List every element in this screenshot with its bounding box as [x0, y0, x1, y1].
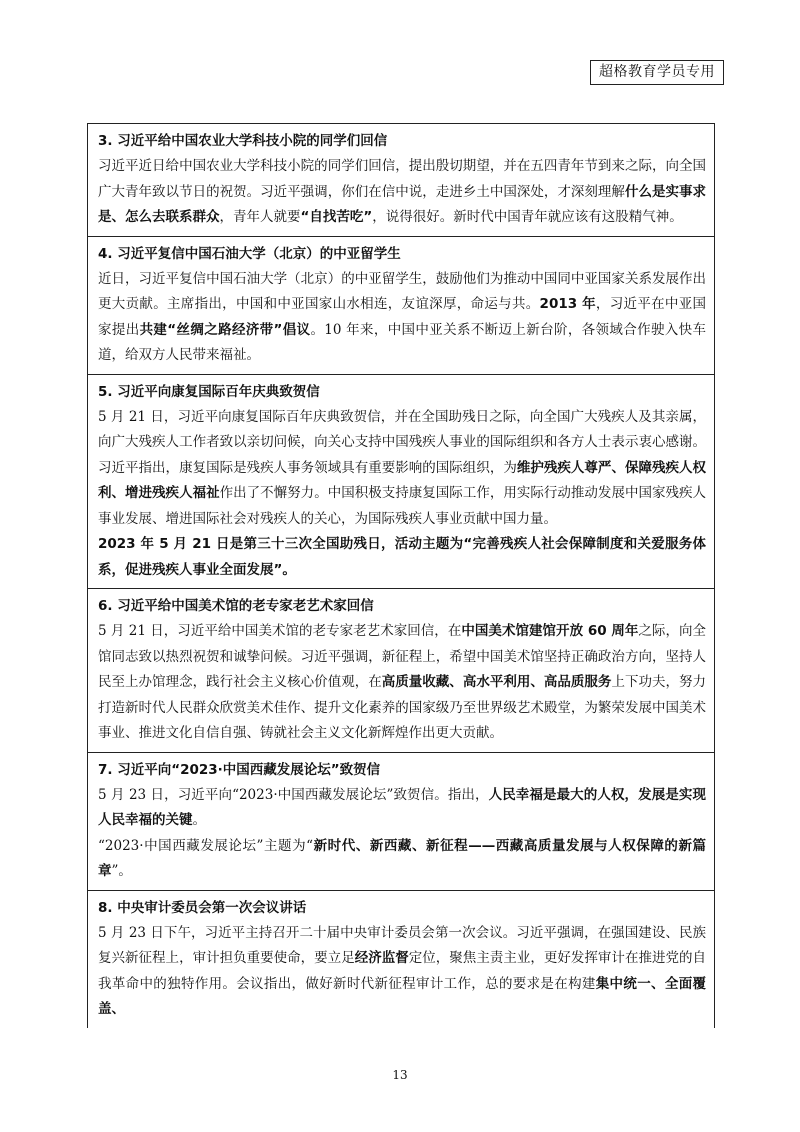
body-text: ，说得很好。新时代中国青年就应该有这股精气神。 [372, 209, 683, 225]
section-paragraph [98, 921, 706, 1023]
bold-text: 经济监督 [354, 950, 409, 966]
bold-text: 新时代、新西藏、新征程——西藏高质量发展与人权保障的新篇章 [98, 837, 707, 879]
body-text: 5 月 21 日，习近平给中国美术馆的老专家老艺术家回信，在 [98, 623, 462, 639]
body-text: “2023·中国西藏发展论坛”主题为“ [98, 837, 314, 854]
bold-text: 集中统一、全面覆盖、 [98, 975, 707, 1017]
body-text: 。 [192, 812, 206, 828]
bold-text: 维护残疾人尊严、保障残疾人权利、增进残疾人福祉 [98, 459, 707, 501]
body-text: 5 月 21 日，习近平向康复国际百年庆典致贺信，并在全国助残日之际，向全国广大残疾人及其亲属，向广大残疾人工作者致以亲切问候，向关心支持中国残疾人事业的国际组织和各方人士表示衷心感谢。习近平指出，康复国际是残疾人事务领域具有重要影响的国际组织，为 [98, 408, 706, 476]
section-title: 4. 习近平复信中国石油大学（北京）的中亚留学生 [98, 245, 401, 262]
news-section [88, 124, 714, 237]
member-stamp: 超格教育学员专用 [590, 60, 724, 85]
bold-text: 共建“丝绸之路经济带”倡议 [139, 321, 311, 338]
section-paragraph [98, 154, 706, 231]
section-paragraph [98, 267, 706, 369]
body-text: 。10 年来，中国中亚关系不断迈上新台阶，各领域合作驶入快车道，给双方人民带来福祉。 [98, 321, 707, 363]
section-title: 3. 习近平给中国农业大学科技小院的同学们回信 [98, 133, 388, 149]
bold-text: 中国美术馆建馆开放 60 周年 [461, 623, 639, 639]
bold-text: 人民幸福是最大的人权，发展是实现人民幸福的关键 [98, 786, 707, 828]
body-text: ，习近平在中亚国家提出 [98, 296, 707, 338]
news-section [88, 589, 714, 753]
section-title: 6. 习近平给中国美术馆的老专家老艺术家回信 [98, 598, 374, 614]
body-text: 上下功夫，努力打造新时代人民群众欣赏美术佳作、提升文化素养的国家级乃至世界级艺术殿堂，为繁荣发展中国美术事业、推进文化自信自强、铸就社会主义文化新辉煌作出更大贡献。 [98, 674, 707, 741]
bold-text: 什么是实事求是、怎么去联系群众 [98, 183, 707, 225]
body-text: 5 月 23 日下午，习近平主持召开二十届中央审计委员会第一次会议。习近平强调，在强国建设、民族复兴新征程上，审计担负重要使命，要立足 [98, 924, 706, 966]
section-paragraph [98, 405, 706, 533]
page-number: 13 [392, 1068, 408, 1082]
bold-text: 2023 年 5 月 21 日是第三十三次全国助残日，活动主题为“完善残疾人社会保障制度和关爱服务体系，促进残疾人事业全面发展”。 [98, 536, 706, 578]
body-text: 作出了不懈努力。中国积极支持康复国际工作，用实际行动推动发展中国家残疾人事业发展、增进国际社会对残疾人的关心，为国际残疾人事业贡献中国力量。 [98, 485, 707, 527]
news-section [88, 237, 714, 375]
body-text: 习近平近日给中国农业大学科技小院的同学们回信，提出殷切期望，并在五四青年节到来之际，向全国广大青年致以节日的祝贺。习近平强调，你们在信中说，走进乡土中国深处，才深刻理解 [98, 158, 706, 200]
body-text: 近日，习近平复信中国石油大学（北京）的中亚留学生，鼓励他们为推动中国同中亚国家关系发展作出更大贡献。主席指出，中国和中亚国家山水相连，友谊深厚，命运与共。 [98, 270, 706, 312]
news-section [88, 891, 714, 1028]
body-text: ，青年人就要 [219, 209, 301, 225]
body-text: 5 月 23 日，习近平向“2023·中国西藏发展论坛”致贺信。指出， [98, 786, 489, 803]
bold-text: 2013 年 [539, 296, 596, 312]
section-title: 7. 习近平向“2023·中国西藏发展论坛”致贺信 [98, 761, 381, 778]
section-paragraph [98, 834, 706, 885]
body-text: 之际，向全馆同志致以热烈祝贺和诚挚问候。习近平强调，新征程上，希望中国美术馆坚持正确政治方向，坚持人民至上办馆理念，践行社会主义核心价值观，在 [98, 623, 707, 690]
bold-text: “自找苦吃” [300, 209, 373, 225]
section-title: 5. 习近平向康复国际百年庆典致贺信 [98, 383, 320, 400]
news-table [87, 123, 715, 1028]
bold-text: 高质量收藏、高水平利用、高品质服务 [381, 674, 612, 690]
body-text: ”。 [111, 863, 132, 879]
section-paragraph [98, 532, 706, 583]
section-paragraph [98, 619, 706, 747]
news-section [88, 375, 714, 590]
section-title: 8. 中央审计委员会第一次会议讲话 [98, 899, 307, 916]
section-paragraph [98, 783, 706, 834]
body-text: 定位，聚焦主责主业，更好发挥审计在推进党的自我革命中的独特作用。会议指出，做好新时代新征程审计工作，总的要求是在构建 [98, 950, 707, 992]
news-section [88, 753, 714, 891]
